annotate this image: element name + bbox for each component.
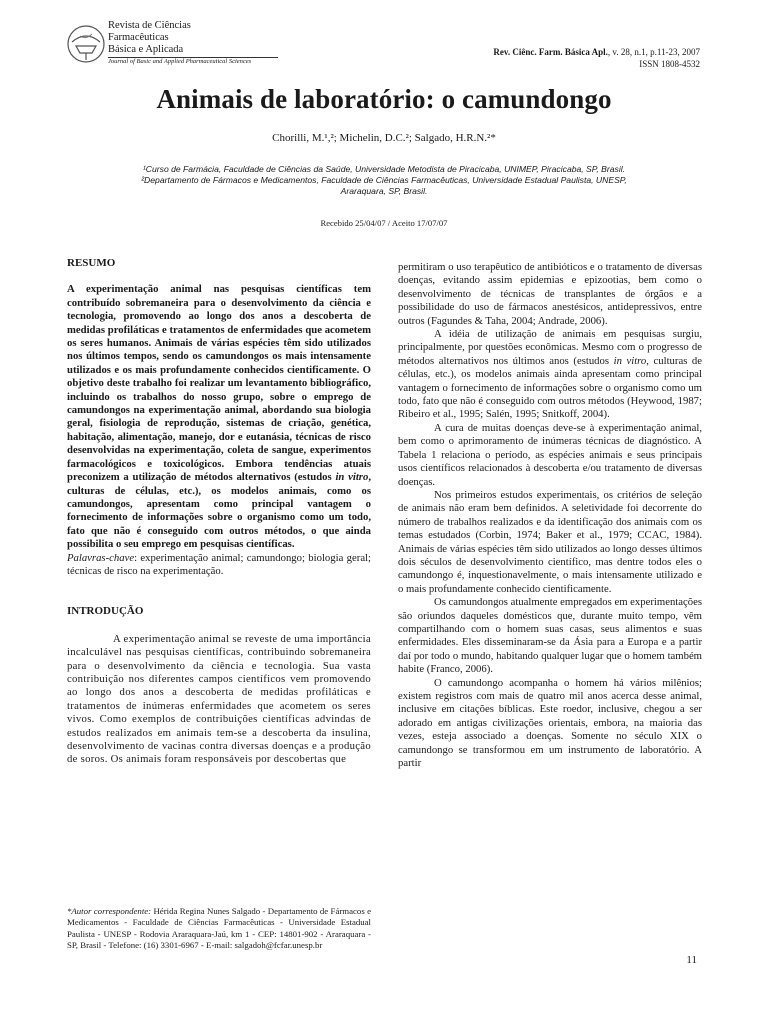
left-column	[67, 257, 371, 767]
paragraph-5: Os camundongos atualmente empregados em experimentações são oriundos daqueles domésticos que, durante muito tempo, vêm compartilhando com o homem suas casas, seus alimentos e suas enfermidades. Eles disseminaram-se da Ásia para a Europa e a partir daí por todo o mundo, habitando qualquer lugar que o homem também habite (Franco, 2006).	[398, 596, 702, 676]
introducao-heading: INTRODUÇÃO	[67, 605, 144, 618]
citation	[493, 46, 700, 70]
intro-paragraph-1: A experimentação animal se reveste de uma importância incalculável nas pesquisas científicas, contribuindo sobremaneira para o desenvolvimento da ciência e tecnologia. Sua vasta contribuição nos diferentes campos científicos vem promovendo ao longo dos anos a descoberta de medidas profiláticas e tratamentos de inúmeras enfermidades que acometem os seres vivos. Como exemplos de contribuições científicas advindas de estudos realizados em animais tem-se a descoberta da insulina, desenvolvimento de vacinas contra diversas doenças e a produção de soros. Os animais foram responsáveis por descobertas que	[67, 632, 371, 766]
affiliation-2: ²Departamento de Fármacos e Medicamentos, Faculdade de Ciências Farmacêuticas, Universidade Estadual Paulista, UNESP,	[141, 175, 627, 185]
authors: Chorilli, M.¹,²; Michelin, D.C.²; Salgado, H.R.N.²*	[272, 132, 496, 144]
journal-name-line-1: Revista de Ciências	[108, 20, 191, 31]
paragraph-3: A cura de muitas doenças deve-se à experimentação animal, bem como o aprimoramento de inúmeras técnicas de diagnóstico. A Tabela 1 relaciona o período, as espécies animais e seus principais usos científicos relacionados à descoberta e/ou tratamento de diversas doenças.	[398, 421, 702, 488]
journal-name	[108, 20, 191, 56]
journal-name-line-2: Farmacêuticas	[108, 32, 169, 43]
keywords	[67, 552, 371, 579]
paragraph-2	[398, 328, 702, 422]
citation-details: , v. 28, n.1, p.11-23, 2007	[607, 47, 700, 57]
affiliation-1: ¹Curso de Farmácia, Faculdade de Ciências da Saúde, Universidade Metodista de Piracicaba, UNIMEP, Piracicaba, SP, Brasil.	[142, 164, 626, 174]
journal-logo-icon	[64, 22, 108, 66]
journal-name-line-3: Básica e Aplicada	[108, 44, 184, 55]
paragraph-continued: permitiram o uso terapêutico de antibióticos e o tratamento de diversas doenças, evitando assim epidemias e epizootias, bem como o desenvolvimento de técnicas de transplantes de órgãos e a possibilidade do uso de fármacos anestésicos, antidepressivos, entre outros (Fagundes & Taha, 2004; Andrade, 2006).	[398, 261, 702, 327]
paragraph-2-a: A idéia de utilização de animais em pesquisas surgiu, principalmente, por questões econômicas. Mesmo com o progresso de métodos alternativos nos últimos anos (estudos	[398, 328, 702, 367]
corresponding-author-footnote	[67, 906, 371, 951]
journal-english-name: Journal of Basic and Applied Pharmaceutical Sciences	[108, 58, 252, 65]
footnote-text: Hérida Regina Nunes Salgado - Departamento de Fármacos e Medicamentos - Faculdade de Ciências Farmacêuticas - Universidade Estadual Paulista - UNESP - Rodovia Araraquara-Jaú, km 1 - CEP: 14801-902 - Araraquara - SP, Brasil - Telefone: (16) 3301-6967 - E-mail: salgadoh@fcfar.unesp.br	[67, 906, 371, 950]
keywords-text: : experimentação animal; camundongo; biologia geral; técnicas de risco na experimentação.	[67, 551, 371, 577]
right-column	[398, 261, 702, 770]
citation-journal: Rev. Ciênc. Farm. Básica Apl.	[493, 47, 608, 57]
paragraph-6: O camundongo acompanha o homem há vários milênios; existem registros com mais de quatro mil anos acerca desse animal, inclusive em citações bíblicas. Este roedor, inclusive, chegou a ser adorado em antigas civilizações orientais, embora, na maioria das vezes, esteja associado a doenças. Somente no século XIX o camundongo se transformou em um instrumento de laboratório. A partir	[398, 676, 702, 770]
abstract-italic: in vitro	[335, 471, 369, 484]
footnote-label: *Autor correspondente:	[67, 906, 152, 916]
paragraph-2-b: , culturas de células, etc.), os modelos animais ainda apresentam como principal vantagem o fornecimento de informações sobre o organismo como um todo, fato que não é conseguido com outros métodos (Heywood, 1987; Ribeiro et al., 1995; Salén, 1995; Snitkoff, 2004).	[398, 354, 703, 421]
citation-line	[493, 46, 700, 58]
paragraph-4: Nos primeiros estudos experimentais, os critérios de seleção de animais não eram bem definidos. A seletividade foi decorrente do número de trabalhos realizados e da identificação dos animais com os temas estudados (Corbin, 1974; Baker et al., 1979; CCAC, 1984). Animais de várias espécies têm sido utilizados ao longo desses últimos dois séculos de desenvolvimento científico, mas dentre todos eles o camundongo é, inquestionavelmente, o mais intensamente utilizado e o mais profundamente conhecido cientificamente.	[398, 488, 702, 595]
paragraph-2-italic: in vitro	[613, 354, 647, 367]
abstract-text	[67, 283, 371, 551]
issn: ISSN 1808-4532	[639, 59, 700, 69]
keywords-label: Palavras-chave	[67, 551, 135, 564]
resumo-heading: RESUMO	[67, 257, 116, 269]
article-title: Animais de laboratório: o camundongo	[156, 84, 612, 114]
affiliations	[80, 164, 688, 197]
abstract-part-b: , culturas de células, etc.), os modelos animais, como os camundongos, apresentam como principal vantagem o fornecimento de informações sobre o organismo como um todo, fato que não é conseguido com outros métodos, o que ainda possibilita o seu emprego em pesquisas científicas.	[67, 471, 371, 551]
page-number: 11	[686, 954, 697, 966]
affiliation-2-cont: Araraquara, SP, Brasil.	[340, 186, 428, 196]
received-dates: Recebido 25/04/07 / Aceito 17/07/07	[320, 218, 448, 228]
abstract-part-a: A experimentação animal nas pesquisas científicas tem contribuído sobremaneira para o desenvolvimento da ciência e tecnologia, promovendo ao longo dos anos a descoberta de medidas profiláticas e tratamentos de enfermidades que acometem os seres humanos. Animais de várias espécies têm sido utilizados nos últimos tempos, sendo os camundongos os mais intensamente utilizados e os mais profundamente conhecidos cientificamente. O objetivo deste trabalho foi realizar um levantamento bibliográfico, incluindo os trabalhos do nosso grupo, sobre o emprego de camundongos na experimentação animal, abordando sua biologia geral, fisiologia de reprodução, sistemas de criação, genética, habitação, alimentação, manejo, dor e eutanásia, técnicas de risco desenvolvidas na experimentação, coleta de sangue, experimentos farmacológicos e toxicológicos. Embora tendências atuais preconizem a utilização de métodos alternativos (estudos	[67, 283, 371, 484]
